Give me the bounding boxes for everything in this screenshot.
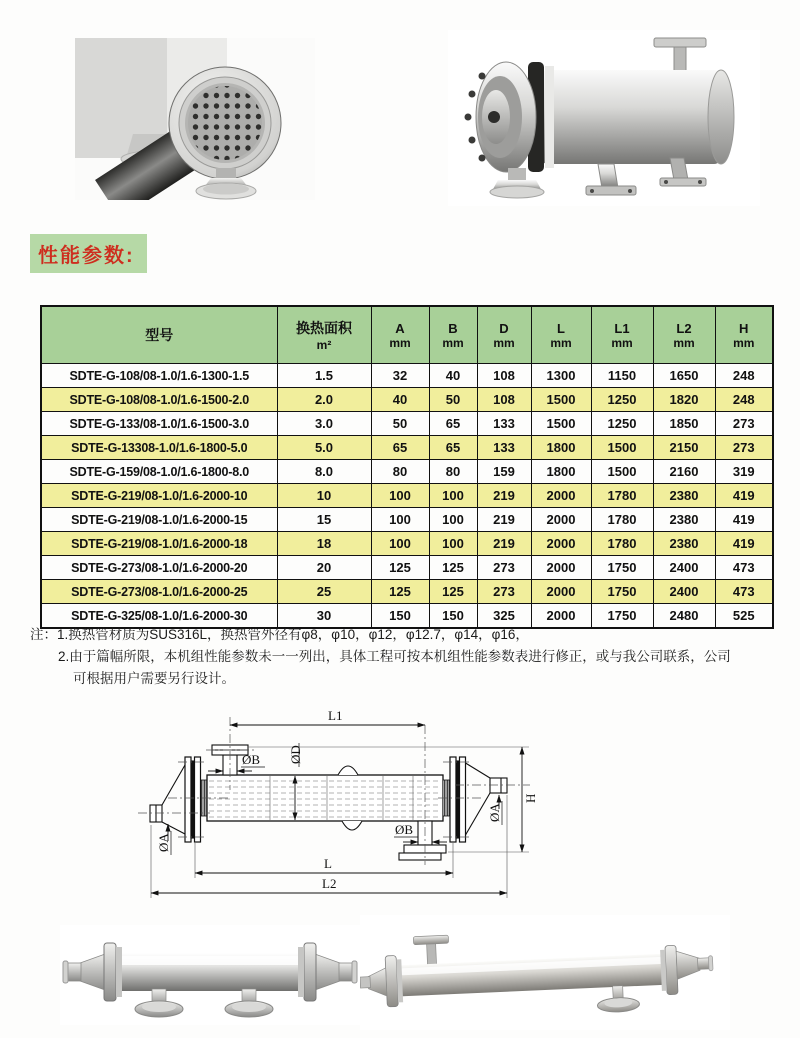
dim-b-cell: 100 <box>429 508 477 532</box>
dim-l-cell: 1500 <box>531 388 591 412</box>
dim-d-cell: 133 <box>477 412 531 436</box>
horizontal-heat-exchanger-angled-photo <box>360 915 730 1030</box>
note-line-3: 可根据用户需要另行设计。 <box>73 671 235 686</box>
dim-d-cell: 108 <box>477 388 531 412</box>
area-cell: 1.5 <box>277 364 371 388</box>
dim-l1-cell: 1750 <box>591 604 653 629</box>
dim-h-cell: 419 <box>715 484 773 508</box>
dim-a-cell: 125 <box>371 580 429 604</box>
dim-a-cell: 125 <box>371 556 429 580</box>
dim-a-cell: 100 <box>371 532 429 556</box>
dim-l1-cell: 1780 <box>591 532 653 556</box>
dim-h-cell: 319 <box>715 460 773 484</box>
dim-d-cell: 219 <box>477 484 531 508</box>
model-cell: SDTE-G-108/08-1.0/1.6-1500-2.0 <box>41 388 277 412</box>
col-header-A: A mm <box>371 306 429 364</box>
model-cell: SDTE-G-13308-1.0/1.6-1800-5.0 <box>41 436 277 460</box>
dim-label-L2: L2 <box>322 876 337 891</box>
dim-a-cell: 65 <box>371 436 429 460</box>
dim-a-cell: 50 <box>371 412 429 436</box>
table-row <box>41 364 773 388</box>
dimension-drawing <box>110 695 800 910</box>
dim-l1-cell: 1500 <box>591 436 653 460</box>
table-row <box>41 580 773 604</box>
model-cell: SDTE-G-219/08-1.0/1.6-2000-10 <box>41 484 277 508</box>
model-cell: SDTE-G-325/08-1.0/1.6-2000-30 <box>41 604 277 629</box>
dim-b-cell: 125 <box>429 556 477 580</box>
dim-d-cell: 159 <box>477 460 531 484</box>
performance-parameters-table <box>40 305 774 629</box>
table-row <box>41 436 773 460</box>
col-header-B: B mm <box>429 306 477 364</box>
footnotes <box>30 624 775 690</box>
dim-l-cell: 2000 <box>531 532 591 556</box>
area-cell: 5.0 <box>277 436 371 460</box>
dim-l2-cell: 1650 <box>653 364 715 388</box>
tube-sheet-closeup-photo <box>75 38 315 200</box>
table-row <box>41 556 773 580</box>
dim-l2-cell: 2400 <box>653 580 715 604</box>
dim-l-cell: 2000 <box>531 580 591 604</box>
dim-label-phiA-left: ØA <box>156 833 171 852</box>
dim-l2-cell: 2160 <box>653 460 715 484</box>
dim-d-cell: 325 <box>477 604 531 629</box>
dim-label-phiA-right: ØA <box>487 803 502 822</box>
dim-d-cell: 133 <box>477 436 531 460</box>
col-header-model: 型号 <box>41 306 277 364</box>
area-cell: 15 <box>277 508 371 532</box>
dim-b-cell: 80 <box>429 460 477 484</box>
dim-d-cell: 219 <box>477 532 531 556</box>
note-line-1: 注：1.换热管材质为SUS316L，换热管外径有φ8，φ10，φ12，φ12.7，φ14，φ16， <box>30 627 529 642</box>
dim-l1-cell: 1750 <box>591 580 653 604</box>
table-row <box>41 484 773 508</box>
dim-label-phiB-top: ØB <box>242 752 261 767</box>
dim-b-cell: 150 <box>429 604 477 629</box>
dim-l-cell: 1500 <box>531 412 591 436</box>
dim-label-H: H <box>523 793 538 803</box>
area-cell: 20 <box>277 556 371 580</box>
heat-exchanger-on-legs-photo <box>448 30 760 206</box>
dim-l1-cell: 1250 <box>591 388 653 412</box>
col-header-L1: L1 mm <box>591 306 653 364</box>
model-cell: SDTE-G-219/08-1.0/1.6-2000-18 <box>41 532 277 556</box>
dim-l2-cell: 1820 <box>653 388 715 412</box>
dim-b-cell: 100 <box>429 532 477 556</box>
dim-h-cell: 248 <box>715 388 773 412</box>
dim-l-cell: 2000 <box>531 604 591 629</box>
dim-h-cell: 473 <box>715 556 773 580</box>
section-title: 性能参数: <box>30 234 147 273</box>
dim-l1-cell: 1500 <box>591 460 653 484</box>
dim-label-L: L <box>324 856 332 871</box>
dim-l-cell: 2000 <box>531 556 591 580</box>
col-header-D: D mm <box>477 306 531 364</box>
dim-h-cell: 525 <box>715 604 773 629</box>
dim-b-cell: 100 <box>429 484 477 508</box>
dim-l1-cell: 1150 <box>591 364 653 388</box>
dim-h-cell: 473 <box>715 580 773 604</box>
dim-l-cell: 1800 <box>531 460 591 484</box>
table-header-row <box>41 306 773 364</box>
area-cell: 3.0 <box>277 412 371 436</box>
area-cell: 30 <box>277 604 371 629</box>
dim-a-cell: 100 <box>371 484 429 508</box>
dim-l-cell: 1800 <box>531 436 591 460</box>
table-row <box>41 508 773 532</box>
dim-l2-cell: 2480 <box>653 604 715 629</box>
model-cell: SDTE-G-159/08-1.0/1.6-1800-8.0 <box>41 460 277 484</box>
dim-a-cell: 150 <box>371 604 429 629</box>
table-row <box>41 532 773 556</box>
dim-label-phiD: ØD <box>288 745 303 764</box>
dim-label-L1: L1 <box>328 708 343 723</box>
dim-d-cell: 108 <box>477 364 531 388</box>
col-header-L2: L2 mm <box>653 306 715 364</box>
area-cell: 25 <box>277 580 371 604</box>
dim-label-phiB-bottom: ØB <box>395 822 414 837</box>
dim-b-cell: 40 <box>429 364 477 388</box>
dim-l2-cell: 2380 <box>653 532 715 556</box>
table-row <box>41 412 773 436</box>
dim-l1-cell: 1780 <box>591 508 653 532</box>
horizontal-heat-exchanger-photo <box>60 925 360 1025</box>
col-header-area: 换热面积 m² <box>277 306 371 364</box>
area-cell: 18 <box>277 532 371 556</box>
area-cell: 8.0 <box>277 460 371 484</box>
table-row <box>41 460 773 484</box>
dim-h-cell: 273 <box>715 436 773 460</box>
model-cell: SDTE-G-133/08-1.0/1.6-1500-3.0 <box>41 412 277 436</box>
dim-l1-cell: 1780 <box>591 484 653 508</box>
dim-h-cell: 419 <box>715 508 773 532</box>
dim-l2-cell: 2150 <box>653 436 715 460</box>
spec-table-body <box>41 364 773 629</box>
dim-b-cell: 50 <box>429 388 477 412</box>
dim-a-cell: 100 <box>371 508 429 532</box>
dim-l-cell: 2000 <box>531 508 591 532</box>
dim-l2-cell: 1850 <box>653 412 715 436</box>
dim-a-cell: 32 <box>371 364 429 388</box>
dim-h-cell: 273 <box>715 412 773 436</box>
dim-b-cell: 125 <box>429 580 477 604</box>
dim-l-cell: 1300 <box>531 364 591 388</box>
dim-l1-cell: 1750 <box>591 556 653 580</box>
dim-l2-cell: 2380 <box>653 484 715 508</box>
dim-a-cell: 40 <box>371 388 429 412</box>
dim-d-cell: 273 <box>477 580 531 604</box>
note-line-2: 2.由于篇幅所限，本机组性能参数未一一列出，具体工程可按本机组性能参数表进行修正，或与我公司联系，公司 <box>58 649 731 664</box>
table-row <box>41 388 773 412</box>
model-cell: SDTE-G-273/08-1.0/1.6-2000-25 <box>41 580 277 604</box>
dim-a-cell: 80 <box>371 460 429 484</box>
dim-b-cell: 65 <box>429 436 477 460</box>
dim-l2-cell: 2400 <box>653 556 715 580</box>
dim-l-cell: 2000 <box>531 484 591 508</box>
col-header-L: L mm <box>531 306 591 364</box>
model-cell: SDTE-G-219/08-1.0/1.6-2000-15 <box>41 508 277 532</box>
dim-h-cell: 419 <box>715 532 773 556</box>
dim-l2-cell: 2380 <box>653 508 715 532</box>
dim-h-cell: 248 <box>715 364 773 388</box>
model-cell: SDTE-G-108/08-1.0/1.6-1300-1.5 <box>41 364 277 388</box>
dim-b-cell: 65 <box>429 412 477 436</box>
area-cell: 10 <box>277 484 371 508</box>
col-header-H: H mm <box>715 306 773 364</box>
dim-d-cell: 219 <box>477 508 531 532</box>
model-cell: SDTE-G-273/08-1.0/1.6-2000-20 <box>41 556 277 580</box>
dim-l1-cell: 1250 <box>591 412 653 436</box>
dim-d-cell: 273 <box>477 556 531 580</box>
area-cell: 2.0 <box>277 388 371 412</box>
